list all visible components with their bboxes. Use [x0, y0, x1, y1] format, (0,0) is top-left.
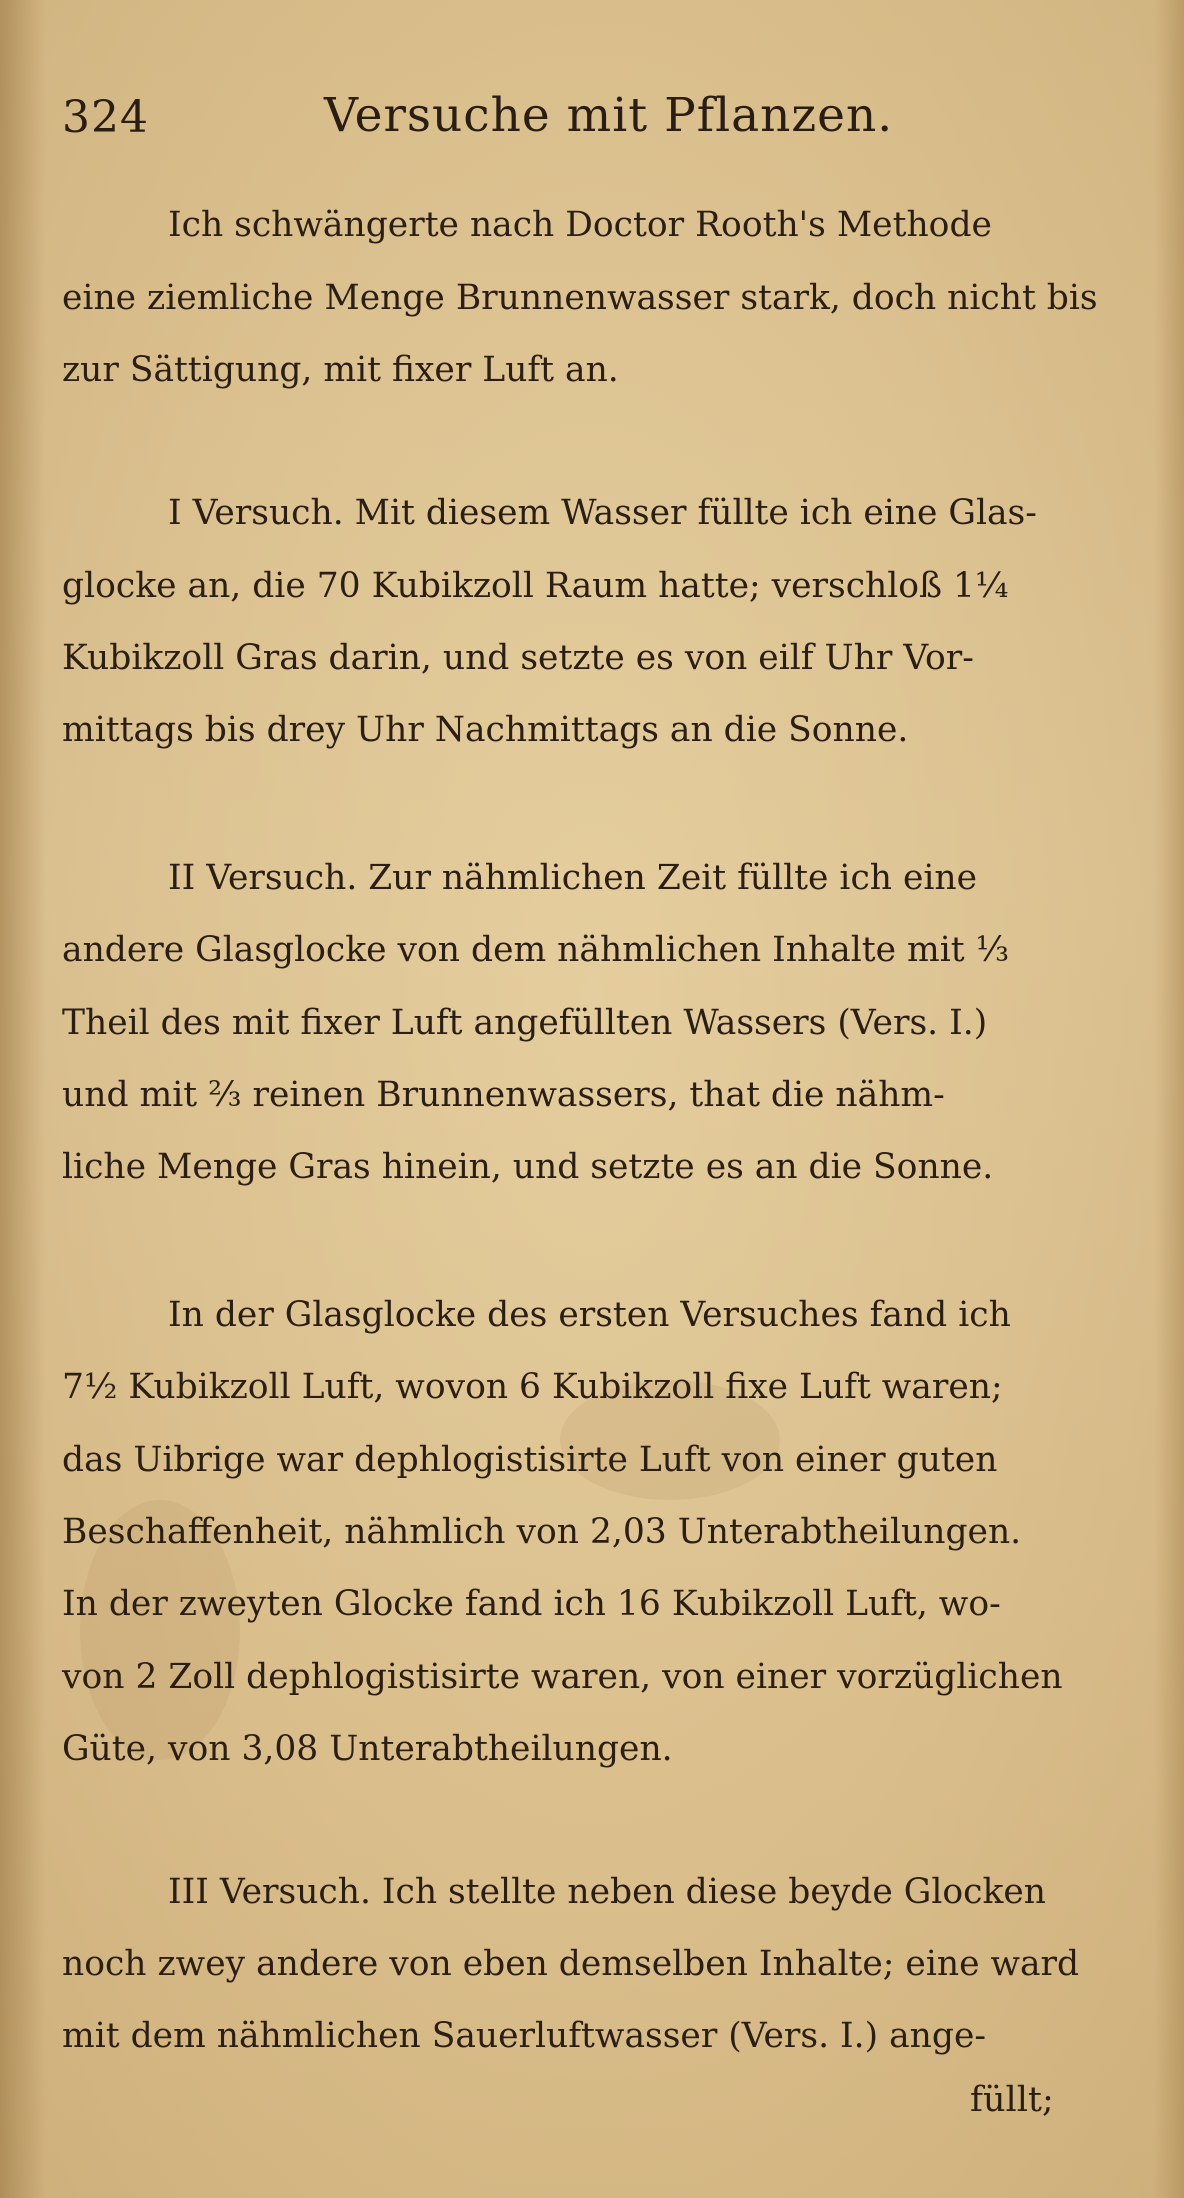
text-line: mittags bis drey Uhr Nachmittags an die Sonne. — [62, 710, 909, 750]
text-line: III Versuch. Ich stellte neben diese beyde Glocken — [168, 1872, 1046, 1912]
text-line: 7½ Kubikzoll Luft, wovon 6 Kubikzoll fixe Luft waren; — [62, 1367, 1003, 1407]
text-line: Güte, von 3,08 Unterabtheilungen. — [62, 1729, 673, 1769]
page-edge-shadow-right — [1154, 0, 1184, 2198]
text-line: II Versuch. Zur nähmlichen Zeit füllte ich eine — [168, 858, 978, 898]
text-line: I Versuch. Mit diesem Wasser füllte ich eine Glas- — [168, 493, 1037, 533]
text-line: liche Menge Gras hinein, und setzte es an die Sonne. — [62, 1147, 994, 1187]
page-header — [62, 78, 1124, 158]
text-line: Theil des mit fixer Luft angefüllten Wassers (Vers. I.) — [62, 1003, 988, 1043]
page-edge-shadow-left — [0, 0, 46, 2198]
text-line: Kubikzoll Gras darin, und setzte es von eilf Uhr Vor- — [62, 638, 974, 678]
text-line: glocke an, die 70 Kubikzoll Raum hatte; verschloß 1¼ — [62, 566, 1009, 606]
text-line: mit dem nähmlichen Sauerluftwasser (Vers. I.) ange- — [62, 2016, 987, 2056]
text-line: und mit ⅔ reinen Brunnenwassers, that die nähm- — [62, 1075, 945, 1115]
text-line: zur Sättigung, mit fixer Luft an. — [62, 350, 619, 390]
text-line: von 2 Zoll dephlogistisirte waren, von einer vorzüglichen — [62, 1657, 1063, 1697]
catchword: füllt; — [970, 2080, 1054, 2120]
text-line: andere Glasglocke von dem nähmlichen Inhalte mit ⅓ — [62, 930, 1010, 970]
text-line: noch zwey andere von eben demselben Inhalte; eine ward — [62, 1944, 1080, 1984]
text-line: Beschaffenheit, nähmlich von 2,03 Unterabtheilungen. — [62, 1512, 1022, 1552]
page-number: 324 — [62, 92, 149, 143]
text-line: In der Glasglocke des ersten Versuches fand ich — [168, 1295, 1011, 1335]
text-line: das Uibrige war dephlogistisirte Luft von einer guten — [62, 1440, 998, 1480]
text-line: In der zweyten Glocke fand ich 16 Kubikzoll Luft, wo- — [62, 1584, 1001, 1624]
running-title: Versuche mit Pflanzen. — [324, 88, 894, 143]
text-line: Ich schwängerte nach Doctor Rooth's Methode — [168, 205, 992, 245]
text-line: eine ziemliche Menge Brunnenwasser stark, doch nicht bis — [62, 278, 1098, 318]
